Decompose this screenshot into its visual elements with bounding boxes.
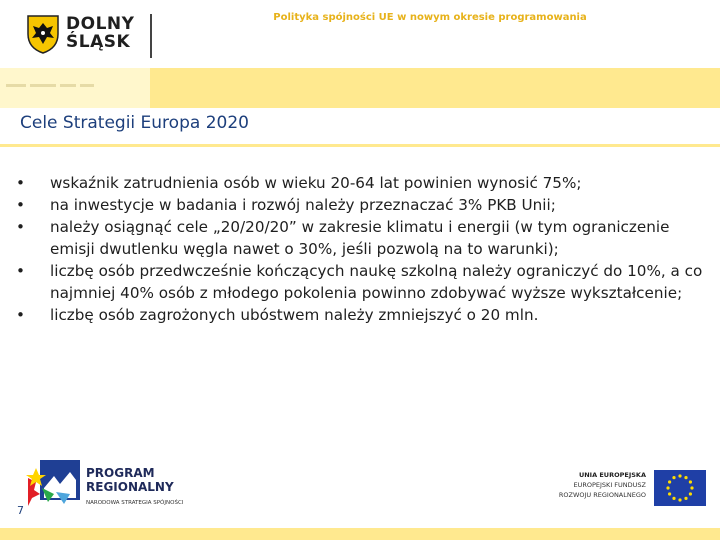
list-item bbox=[4, 216, 706, 260]
bullet-icon: • bbox=[16, 262, 25, 280]
list-item bbox=[4, 194, 706, 216]
dolny-slask-logo bbox=[26, 14, 166, 60]
eu-text bbox=[559, 470, 646, 500]
list-item bbox=[4, 172, 706, 194]
page-number: 7 bbox=[17, 504, 24, 517]
eu-line-1: UNIA EUROPEJSKA bbox=[578, 471, 646, 479]
list-item bbox=[4, 260, 706, 304]
bullet-icon: • bbox=[16, 306, 25, 324]
eu-flag-icon bbox=[654, 470, 706, 506]
logo-line-2: ŚLĄSK bbox=[66, 32, 131, 52]
bullet-list bbox=[4, 172, 706, 326]
program-line-1: PROGRAM bbox=[86, 466, 155, 480]
decorative-pattern-icon bbox=[6, 80, 96, 94]
section-title: Cele Strategii Europa 2020 bbox=[20, 113, 249, 133]
bullet-text: liczbę osób zagrożonych ubóstwem należy zmniejszyć o 20 mln. bbox=[50, 306, 539, 324]
footer-band bbox=[0, 528, 720, 540]
logo-line-1: DOLNY bbox=[66, 14, 135, 34]
program-regionalny-logo bbox=[26, 458, 196, 514]
list-item bbox=[4, 304, 706, 326]
bullet-text: należy osiągnąć cele „20/20/20” w zakresie klimatu i energii (w tym ograniczenie emisji dwutlenku węgla nawet o 30%, jeśli pozwolą na to warunki); bbox=[50, 218, 670, 258]
bullet-icon: • bbox=[16, 218, 25, 236]
eu-logo-block bbox=[496, 470, 706, 510]
title-rule bbox=[0, 144, 720, 147]
bullet-icon: • bbox=[16, 196, 25, 214]
logo-divider bbox=[150, 14, 152, 58]
program-subtitle: NARODOWA STRATEGIA SPÓJNOŚCI bbox=[86, 500, 184, 506]
bullet-text: na inwestycje w badania i rozwój należy przeznaczać 3% PKB Unii; bbox=[50, 196, 556, 214]
logo-wordmark bbox=[66, 15, 134, 51]
eu-line-3: ROZWOJU REGIONALNEGO bbox=[558, 491, 646, 499]
bullet-icon: • bbox=[16, 174, 25, 192]
header-title: Polityka spójności UE w nowym okresie programowania bbox=[273, 12, 587, 23]
program-line-2: REGIONALNY bbox=[86, 480, 174, 494]
eu-line-2: EUROPEJSKI FUNDUSZ bbox=[573, 481, 646, 489]
coat-of-arms-icon bbox=[26, 14, 60, 54]
bullet-text: liczbę osób przedwcześnie kończących naukę szkolną należy ograniczyć do 10%, a co najmniej 40% osób z młodego pokolenia powinno zdobywać wyższe wykształcenie; bbox=[50, 262, 703, 302]
program-logo-icon bbox=[26, 458, 82, 512]
program-title bbox=[86, 466, 174, 494]
bullet-text: wskaźnik zatrudnienia osób w wieku 20-64 lat powinien wynosić 75%; bbox=[50, 174, 582, 192]
